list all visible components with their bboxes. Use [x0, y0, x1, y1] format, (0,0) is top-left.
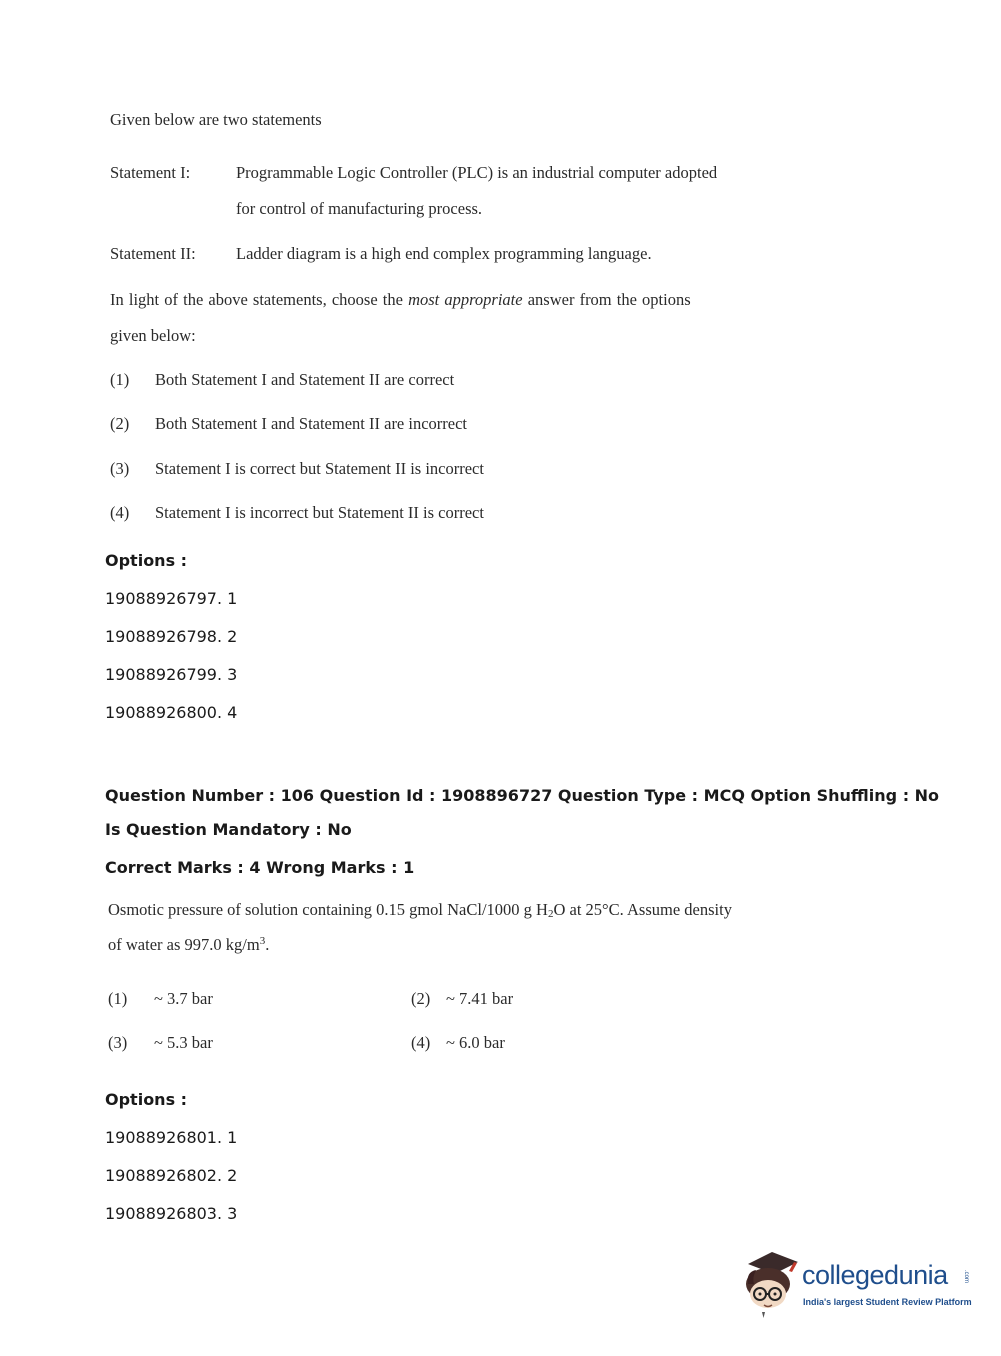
q2-choice-text: ~ 7.41 bar	[446, 989, 514, 1008]
q2-meta-line1: Question Number : 106 Question Id : 1908896727 Question Type : MCQ Option Shuffling : No	[105, 786, 940, 805]
q2-superscript: 3	[259, 935, 266, 947]
q2-option-id: 19088926802. 2	[105, 1166, 238, 1185]
q1-option-id: 19088926797. 1	[105, 589, 238, 608]
q1-choice-num: (2)	[110, 414, 130, 433]
q2-choice-num: (1)	[108, 989, 128, 1008]
q2-line2-part2: .	[265, 935, 270, 954]
statement2-text: Ladder diagram is a high end complex programming language.	[236, 244, 652, 263]
prompt-part2: answer from the options	[522, 290, 691, 309]
statement2-label: Statement II:	[110, 244, 196, 263]
q1-option-id: 19088926800. 4	[105, 703, 238, 722]
mascot-icon	[742, 1250, 802, 1320]
q2-options-heading: Options :	[105, 1090, 188, 1109]
q2-choice-num: (4)	[411, 1033, 431, 1052]
q2-choice-text: ~ 5.3 bar	[154, 1033, 213, 1052]
statement1-line1: Programmable Logic Controller (PLC) is an industrial computer adopted	[236, 163, 718, 182]
logo-tagline: India's largest Student Review Platform	[803, 1297, 972, 1307]
prompt-part1: In light of the above statements, choose the	[110, 290, 409, 309]
q1-option-id: 19088926798. 2	[105, 627, 238, 646]
q2-option-id: 19088926803. 3	[105, 1204, 238, 1223]
q1-choice-num: (3)	[110, 459, 130, 478]
q1-choice-text: Statement I is correct but Statement II is incorrect	[155, 459, 484, 478]
q2-option-id: 19088926801. 1	[105, 1128, 238, 1147]
statement1-label: Statement I:	[110, 163, 191, 182]
q1-prompt-line2: given below:	[110, 326, 196, 345]
q2-choice-text: ~ 3.7 bar	[154, 989, 213, 1008]
prompt-emphasis: most appropriate	[408, 290, 523, 309]
q1-choice-num: (1)	[110, 370, 130, 389]
q2-subscript: 2	[547, 908, 554, 920]
statement1-line2: for control of manufacturing process.	[236, 199, 483, 218]
q1-intro: Given below are two statements	[110, 110, 322, 129]
q1-choice-text: Statement I is incorrect but Statement II is correct	[155, 503, 484, 522]
q1-choice-text: Both Statement I and Statement II are incorrect	[155, 414, 468, 433]
q2-question-line1	[108, 900, 732, 920]
q1-option-id: 19088926799. 3	[105, 665, 238, 684]
q2-text-part2: O at 25°C. Assume density	[553, 900, 732, 919]
q1-choice-text: Both Statement I and Statement II are correct	[155, 370, 455, 389]
q2-line2-part1: of water as 997.0 kg/m	[108, 935, 260, 954]
q2-choice-num: (3)	[108, 1033, 128, 1052]
q2-choice-text: ~ 6.0 bar	[446, 1033, 505, 1052]
q2-meta-line2: Is Question Mandatory : No	[105, 820, 352, 839]
logo-wordmark: collegedunia	[802, 1260, 948, 1290]
q2-text-part1: Osmotic pressure of solution containing 0.15 gmol NaCl/1000 g H	[108, 900, 548, 919]
q1-options-heading: Options :	[105, 551, 188, 570]
q2-choice-num: (2)	[411, 989, 431, 1008]
logo-suffix: .com	[963, 1270, 969, 1284]
collegedunia-logo	[742, 1250, 972, 1320]
q1-prompt-line1	[110, 290, 691, 310]
q2-marks: Correct Marks : 4 Wrong Marks : 1	[105, 858, 415, 877]
q1-choice-num: (4)	[110, 503, 130, 522]
q2-question-line2	[108, 935, 269, 955]
